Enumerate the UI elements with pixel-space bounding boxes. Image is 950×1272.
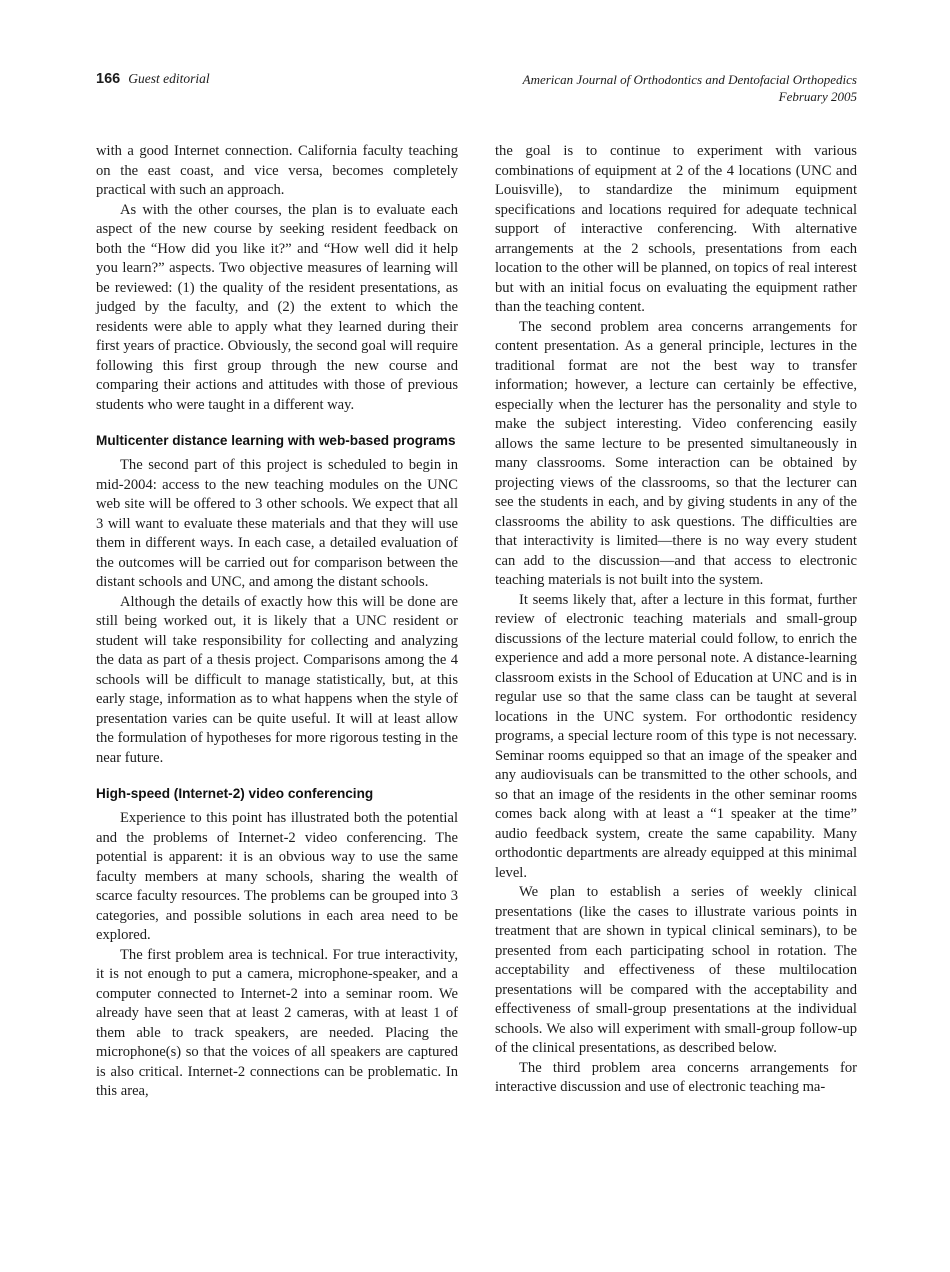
paragraph: It seems likely that, after a lecture in this format, further review of electronic teaching materials and small-group discussions of the lecture material could follow, to enrich the experience and add a more personal note. A distance-learning classroom exists in the School of Education at UNC and is in regular use so that the same class can be taught at several locations in the UNC system. For orthodontic residency programs, a special lecture room of this type is not necessary. Seminar rooms equipped so that an image of the speaker and any audiovisuals can be transmitted to the other schools, and so that an image of the residents in the other seminar rooms comes back along with at least a “1 speaker at the time” audio feedback system, create the same capability. Many orthodontic departments are already equipped at this minimal level. <box>495 591 857 881</box>
page-number: 166 <box>96 71 121 87</box>
paragraph: the goal is to continue to experiment with various combinations of equipment at 2 of the 4 locations (UNC and Louisville), to standardize the minimum equipment specifications and locations required for adequate technical support of interactive conferencing. With alternative arrangements at the 2 schools, presentations from each location to the other will be planned, on topics of real interest but with an initial focus on evaluating the equipment rather than the teaching content. <box>495 143 857 315</box>
paragraph: As with the other courses, the plan is to evaluate each aspect of the new course by seeking resident feedback on both the “How did you like it?” and “How well did it help you learn?” aspects. Two objective measures of learning will be reviewed: (1) the quality of the resident presentations, as judged by the faculty, and (2) the extent to which the residents were able to apply what they learned during their first years of practice. Obviously, the second goal will require following this first group through the new course and comparing their actions and attitudes with those of previous students who were taught in a different way. <box>96 201 458 413</box>
paragraph: We plan to establish a series of weekly clinical presentations (like the cases to illustrate various points in treatment that are shown in typical clinical seminars), to be presented from each participating school in rotation. The acceptability and effectiveness of these multilocation presentations will be compared with the acceptability and effectiveness of small-group presentations at the individual schools. We also will experiment with small-group follow-up of the clinical presentations, as described below. <box>495 884 857 1056</box>
header-left <box>96 71 210 87</box>
right-column <box>495 142 857 1098</box>
section-heading: High-speed (Internet-2) video conferencing <box>96 786 374 801</box>
section-name: Guest editorial <box>128 71 210 86</box>
paragraph: Experience to this point has illustrated both the potential and the problems of Internet-2 video conferencing. The potential is apparent: it is an obvious way to use the same faculty members at many schools, sharing the wealth of scarce faculty resources. The problems can be grouped into 3 categories, and possible solutions in each area need to be explored. <box>96 810 458 943</box>
paragraph: Although the details of exactly how this will be done are still being worked out, it is likely that a UNC resident or student will take responsibility for collecting and analyzing the data as part of a thesis project. Comparisons among the 4 schools will be difficult to manage statistically, but, at this early stage, information as to what happens when the style of presentation varies can be quite useful. It will at least allow the formulation of hypotheses for more rigorous testing in the near future. <box>96 593 458 766</box>
paragraph: The third problem area concerns arrangements for interactive discussion and use of electronic teaching ma- <box>495 1059 857 1095</box>
paragraph: The second problem area concerns arrangements for content presentation. As a general principle, lectures in the traditional format are not the best way to transfer information; however, a lecture can certainly be effective, especially when the lecturer has the personality and style to make the subject interesting. Video conferencing easily allows the same lecture to be presented simultaneously in many classrooms. Some interaction can be obtained by projecting views of the classrooms, so that the lecturer can see the students in each, and by giving students in any of the classrooms the ability to ask questions. The difficulties are that interactivity is limited—there is no way every student can add to the discussion—and that access to electronic teaching materials is not built into the system. <box>495 318 857 588</box>
issue-date: February 2005 <box>778 89 857 104</box>
section-heading: Multicenter distance learning with web-based programs <box>96 433 456 448</box>
header-right <box>523 71 857 105</box>
left-column <box>96 142 458 1102</box>
paragraph: The second part of this project is scheduled to begin in mid-2004: access to the new teaching modules on the UNC web site will be offered to 3 other schools. We expect that all 3 will want to evaluate these materials and that they will use them in different ways. In each case, a detailed evaluation of the outcomes will be carried out for comparison between the distant schools and UNC, and among the distant schools. <box>96 457 458 590</box>
running-header <box>96 68 857 108</box>
journal-title: American Journal of Orthodontics and Dentofacial Orthopedics <box>522 72 857 87</box>
paragraph: with a good Internet connection. California faculty teaching on the east coast, and vice versa, becomes completely practical with such an approach. <box>96 143 458 198</box>
paragraph: The first problem area is technical. For true interactivity, it is not enough to put a camera, microphone-speaker, and a computer connected to Internet-2 into a seminar room. We already have seen that at least 2 cameras, with at least 1 of them able to track speakers, are needed. Placing the microphone(s) so that the voices of all speakers are captured is also critical. Internet-2 connections can be problematic. In this area, <box>96 946 458 1099</box>
